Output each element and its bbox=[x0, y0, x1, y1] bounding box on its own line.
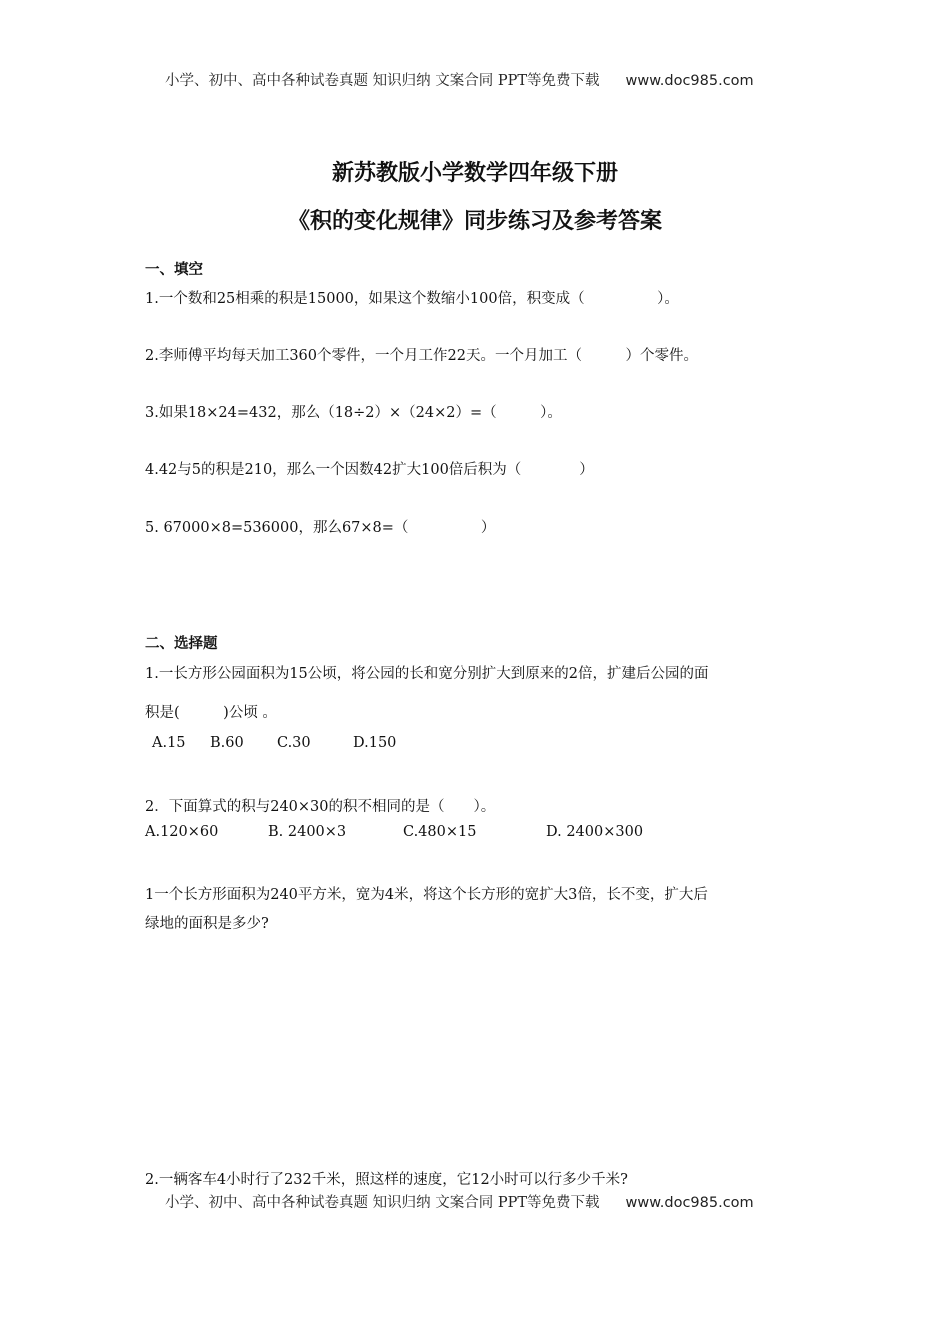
choice-question-1-line-2: 积是( )公顷 。 bbox=[145, 705, 277, 721]
page-header bbox=[165, 69, 754, 90]
choice-q1-option-c: C.30 bbox=[277, 735, 311, 751]
choice-q1-option-d: D.150 bbox=[353, 735, 397, 751]
footer-url[interactable]: www.doc985.com bbox=[625, 1195, 754, 1211]
footer-text: 小学、初中、高中各种试卷真题 知识归纳 文案合同 PPT等免费下载 bbox=[165, 1195, 600, 1211]
header-url[interactable]: www.doc985.com bbox=[625, 73, 754, 89]
choice-question-2: 2．下面算式的积与240×30的积不相同的是（ ）。 bbox=[145, 799, 496, 815]
choice-q2-option-a: A.120×60 bbox=[145, 824, 219, 840]
choice-q2-option-d: D. 2400×300 bbox=[546, 824, 644, 840]
title-line-2: 《积的变化规律》同步练习及参考答案 bbox=[287, 208, 662, 234]
choice-q1-option-b: B.60 bbox=[210, 735, 244, 751]
question-1-4: 4.42与5的积是210，那么一个因数42扩大100倍后积为（ ） bbox=[145, 462, 594, 478]
choice-question-1-line-1: 1.一长方形公园面积为15公顷，将公园的长和宽分别扩大到原来的2倍，扩建后公园的面 bbox=[145, 666, 709, 682]
choice-q2-option-b: B. 2400×3 bbox=[268, 824, 347, 840]
title-line-1: 新苏教版小学数学四年级下册 bbox=[331, 160, 618, 186]
header-text: 小学、初中、高中各种试卷真题 知识归纳 文案合同 PPT等免费下载 bbox=[165, 73, 600, 89]
word-problem-1-line-2: 绿地的面积是多少? bbox=[145, 916, 269, 932]
question-1-2: 2.李师傅平均每天加工360个零件，一个月工作22天。一个月加工（ ）个零件。 bbox=[145, 348, 698, 364]
question-1-5: 5. 67000×8=536000，那么67×8=（ ） bbox=[145, 520, 496, 536]
choice-q2-option-c: C.480×15 bbox=[403, 824, 477, 840]
question-1-3: 3.如果18×24=432，那么（18÷2）×（24×2）=（ ）。 bbox=[145, 405, 562, 421]
word-problem-1-line-1: 1一个长方形面积为240平方米，宽为4米，将这个长方形的宽扩大3倍，长不变，扩大后 bbox=[145, 887, 708, 903]
section-heading-choice: 二、选择题 bbox=[145, 636, 218, 652]
choice-q1-option-a: A.15 bbox=[152, 735, 186, 751]
page-footer bbox=[165, 1191, 754, 1212]
question-1-1: 1.一个数和25相乘的积是15000，如果这个数缩小100倍，积变成（ ）。 bbox=[145, 291, 679, 307]
word-problem-2: 2.一辆客车4小时行了232千米，照这样的速度，它12小时可以行多少千米? bbox=[145, 1172, 628, 1188]
section-heading-fill-blank: 一、填空 bbox=[145, 262, 203, 278]
